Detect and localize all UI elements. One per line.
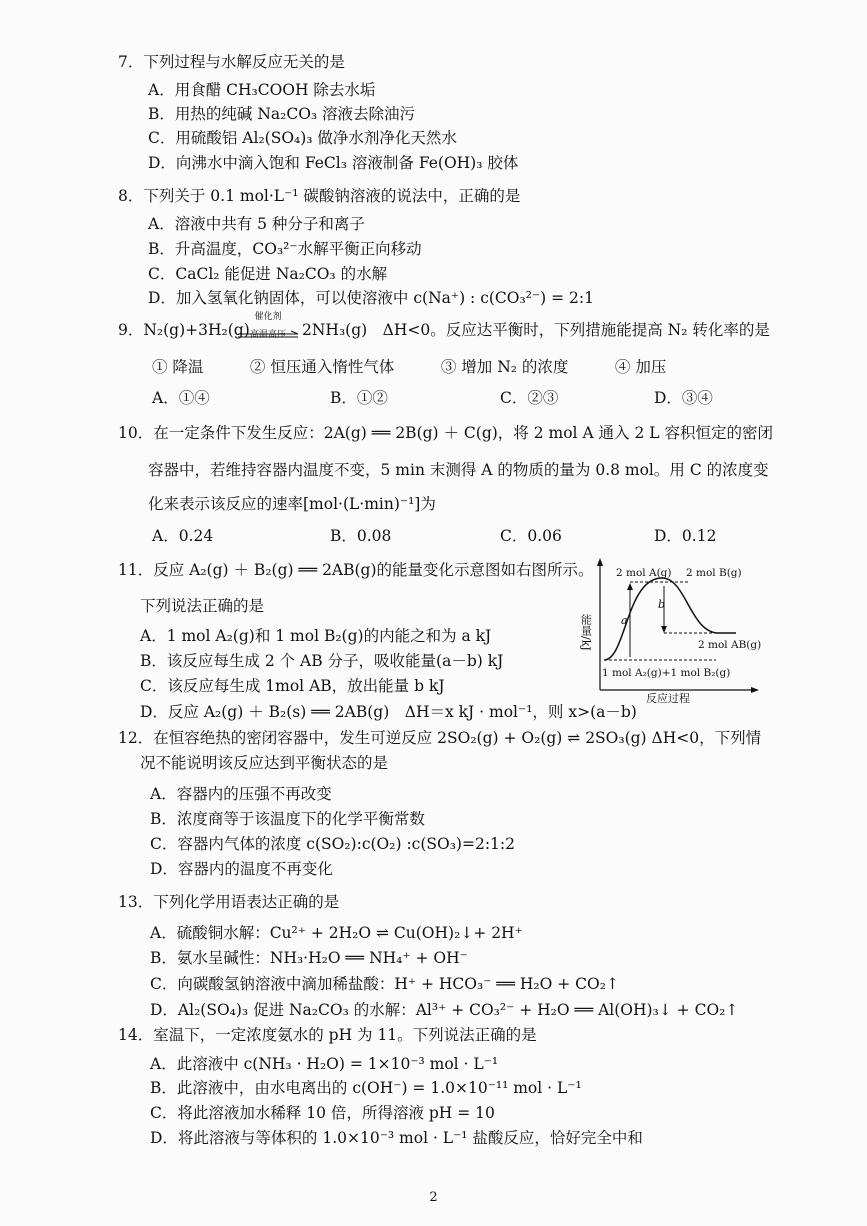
- q10-option-c: C．0.06: [500, 527, 562, 545]
- q8-option-a: A．溶液中共有 5 种分子和离子: [148, 215, 365, 233]
- q11-stem: 11．反应 A₂(g) ＋ B₂(g) ══ 2AB(g)的能量变化示意图如右图所示。: [118, 561, 594, 579]
- q12-line-1: 12．在恒容绝热的密闭容器中，发生可逆反应 2SO₂(g) + O₂(g) ⇌ 2SO₃(g) ΔH<0，下列情: [118, 729, 762, 747]
- energy-diagram: [579, 556, 762, 706]
- q11-option-d: D．反应 A₂(g) ＋ B₂(s) ══ 2AB(g) ΔH＝x kJ · mol⁻¹，则 x>(a－b): [140, 703, 637, 721]
- q13-option-d: D．Al₂(SO₄)₃ 促进 Na₂CO₃ 的水解：Al³⁺ + CO₃²⁻ + H₂O ══ Al(OH)₃↓ + CO₂↑: [150, 1001, 739, 1019]
- q9-catalyst-label: 催化剂: [254, 312, 282, 322]
- q14-option-c: C．将此溶液加水稀释 10 倍，所得溶液 pH = 10: [150, 1104, 495, 1122]
- q9-equilibrium-arrow: [236, 325, 300, 329]
- q10-line-1: 10．在一定条件下发生反应：2A(g) ══ 2B(g) ＋ C(g)，将 2 mol A 通入 2 L 容积恒定的密闭: [118, 424, 773, 442]
- q8-option-c: C．CaCl₂ 能促进 Na₂CO₃ 的水解: [148, 265, 388, 283]
- q14-stem: 14．室温下，一定浓度氨水的 pH 为 11。下列说法正确的是: [118, 1026, 537, 1044]
- q11-option-b: B．该反应每生成 2 个 AB 分子，吸收能量(a－b) kJ: [140, 652, 504, 670]
- label-product: 2 mol AB(g): [698, 639, 762, 651]
- q9-option-d: D．③④: [654, 389, 713, 407]
- q9-condition-label: 高温高压: [249, 330, 286, 340]
- y-axis-label: 能量/kJ: [579, 614, 593, 651]
- q12-option-d: D．容器内的温度不再变化: [150, 860, 333, 878]
- q7-option-a: A．用食醋 CH₃COOH 除去水垢: [148, 81, 376, 99]
- q9-option-a: A．①④: [152, 389, 210, 407]
- label-reactant: 1 mol A₂(g)+1 mol B₂(g): [602, 667, 731, 679]
- q14-option-b: B．此溶液中，由水电离出的 c(OH⁻) = 1.0×10⁻¹¹ mol · L⁻¹: [150, 1079, 582, 1097]
- label-b: b: [658, 598, 666, 611]
- q11-sub-stem: 下列说法正确的是: [140, 597, 265, 615]
- q13-option-a: A．硫酸铜水解：Cu²⁺ + 2H₂O ⇌ Cu(OH)₂↓+ 2H⁺: [150, 924, 523, 942]
- q10-line-2: 容器中，若维持容器内温度不变，5 min 末测得 A 的物质的量为 0.8 mol。用 C 的浓度变: [148, 461, 769, 479]
- q8-option-b: B．升高温度，CO₃²⁻水解平衡正向移动: [148, 240, 422, 258]
- x-axis-label: 反应过程: [646, 692, 690, 705]
- q9-option-b: B．①②: [330, 389, 388, 407]
- label-top-left: 2 mol A(g): [616, 567, 672, 579]
- y-axis-arrowhead: [597, 558, 603, 566]
- q7-option-b: B．用热的纯碱 Na₂CO₃ 溶液去除油污: [148, 105, 416, 123]
- q7-stem: 7．下列过程与水解反应无关的是: [118, 53, 345, 71]
- q9-stem-left: 9．N₂(g)+3H₂(g): [118, 321, 250, 339]
- q9-stem-right: 2NH₃(g) ΔH<0。反应达平衡时，下列措施能提高 N₂ 转化率的是: [302, 321, 770, 339]
- q13-option-b: B．氨水呈碱性：NH₃·H₂O ══ NH₄⁺ + OH⁻: [150, 949, 468, 967]
- q8-option-d: D．加入氢氧化钠固体，可以使溶液中 c(Na⁺) : c(CO₃²⁻) = 2:1: [148, 289, 594, 307]
- q14-option-d: D．将此溶液与等体积的 1.0×10⁻³ mol · L⁻¹ 盐酸反应，恰好完全中和: [150, 1129, 643, 1147]
- label-top-right: 2 mol B(g): [686, 567, 742, 579]
- q13-stem: 13．下列化学用语表达正确的是: [118, 893, 340, 911]
- q12-option-a: A．容器内的压强不再改变: [150, 785, 332, 803]
- page-number: 2: [429, 1190, 438, 1205]
- q14-option-a: A．此溶液中 c(NH₃ · H₂O) = 1×10⁻³ mol · L⁻¹: [150, 1055, 499, 1073]
- q10-option-a: A．0.24: [152, 527, 214, 545]
- q7-option-d: D．向沸水中滴入饱和 FeCl₃ 溶液制备 Fe(OH)₃ 胶体: [148, 154, 519, 172]
- q10-option-d: D．0.12: [654, 527, 717, 545]
- q8-stem: 8．下列关于 0.1 mol·L⁻¹ 碳酸钠溶液的说法中，正确的是: [118, 187, 521, 205]
- q12-option-b: B．浓度商等于该温度下的化学平衡常数: [150, 810, 425, 828]
- q10-line-3: 化来表示该反应的速率[mol·(L·min)⁻¹]为: [148, 495, 436, 513]
- q11-option-a: A．1 mol A₂(g)和 1 mol B₂(g)的内能之和为 a kJ: [140, 627, 492, 645]
- q9-option-c: C．②③: [500, 389, 559, 407]
- q7-option-c: C．用硫酸铝 Al₂(SO₄)₃ 做净水剂净化天然水: [148, 129, 457, 147]
- q12-option-c: C．容器内气体的浓度 c(SO₂):c(O₂) :c(SO₃)=2:1:2: [150, 835, 515, 853]
- q11-option-c: C．该反应每生成 1mol AB，放出能量 b kJ: [140, 677, 445, 695]
- q13-option-c: C．向碳酸氢钠溶液中滴加稀盐酸：H⁺ + HCO₃⁻ ══ H₂O + CO₂↑: [150, 975, 619, 993]
- x-axis-arrowhead: [751, 687, 759, 693]
- q12-line-2: 况不能说明该反应达到平衡状态的是: [140, 754, 389, 772]
- q9-measures: ① 降温 ② 恒压通入惰性气体 ③ 增加 N₂ 的浓度 ④ 加压: [152, 358, 667, 376]
- label-a: a: [621, 614, 628, 627]
- q10-option-b: B．0.08: [330, 527, 392, 545]
